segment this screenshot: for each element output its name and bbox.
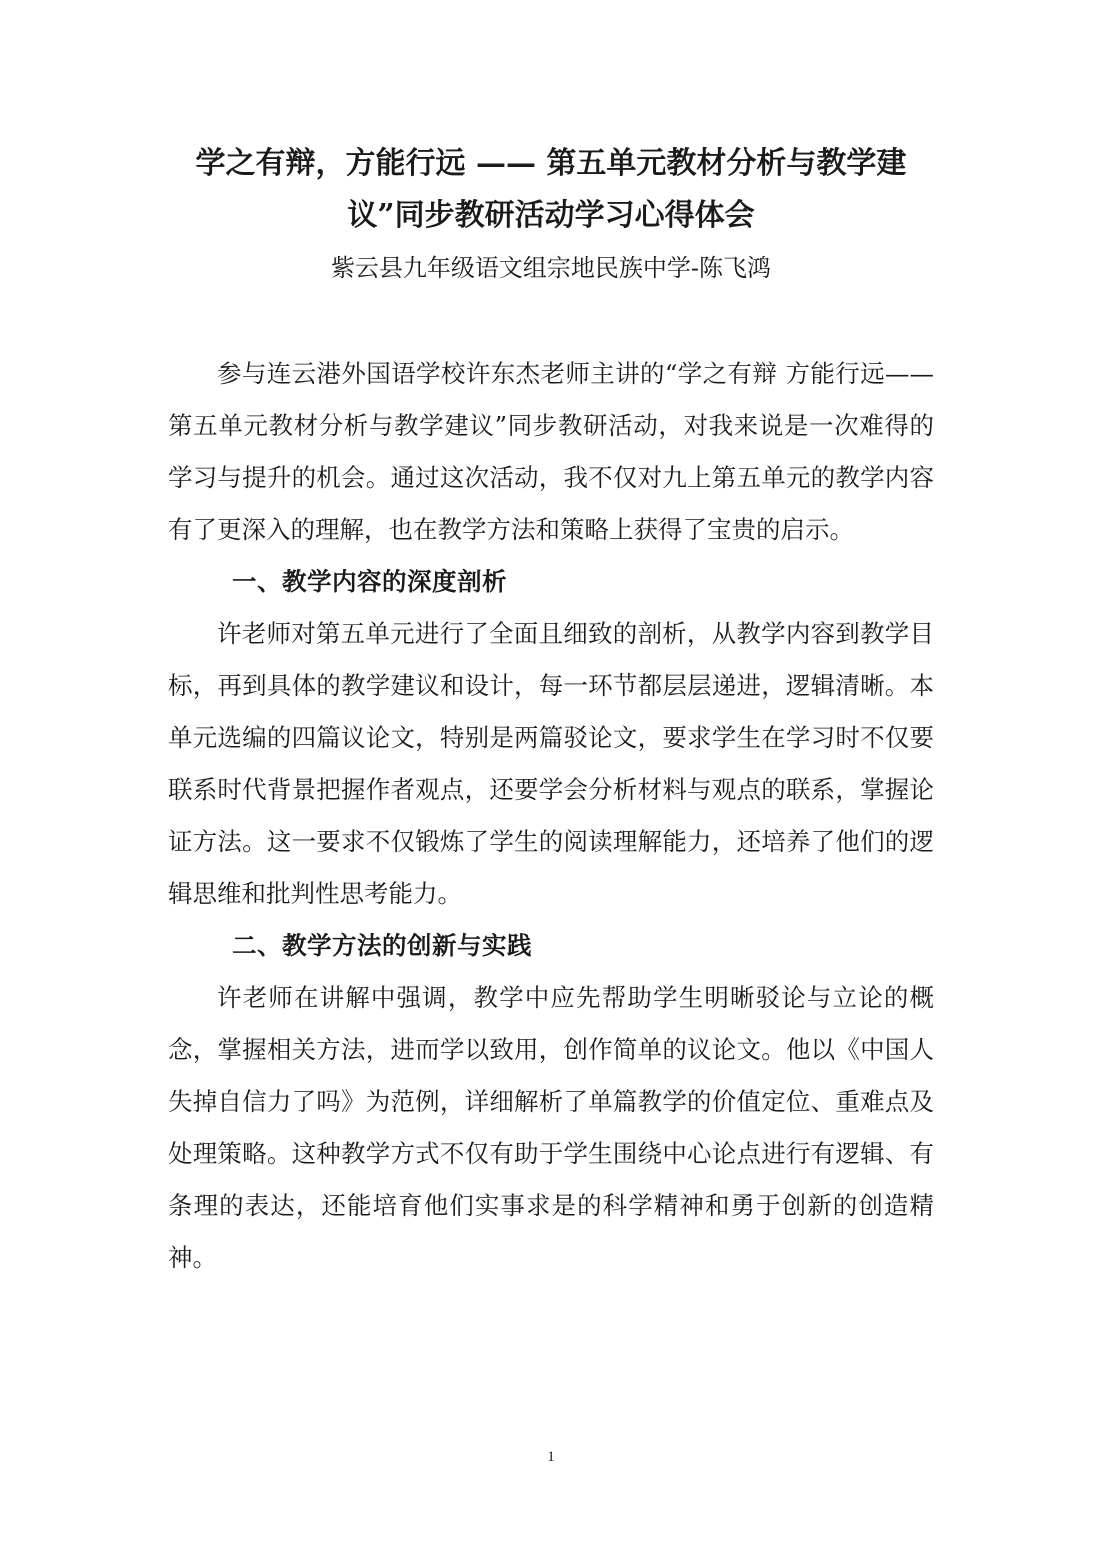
intro-paragraph: 参与连云港外国语学校许东杰老师主讲的“学之有辩 方能行远——第五单元教材分析与教学建议”同步教研活动，对我来说是一次难得的学习与提升的机会。通过这次活动，我不仅对九上第五单元的教学内容有了更深入的理解，也在教学方法和策略上获得了宝贵的启示。: [168, 359, 934, 544]
section-heading-2: 二、教学方法的创新与实践: [232, 931, 532, 960]
document-body: [168, 348, 934, 1284]
section-paragraph-1: 许老师对第五单元进行了全面且细致的剖析，从教学内容到教学目标，再到具体的教学建议和设计，每一环节都层层递进，逻辑清晰。本单元选编的四篇议论文，特别是两篇驳论文，要求学生在学习时不仅要联系时代背景把握作者观点，还要学会分析材料与观点的联系，掌握论证方法。这一要求不仅锻炼了学生的阅读理解能力，还培养了他们的逻辑思维和批判性思考能力。: [168, 619, 934, 908]
document-title: 学之有辩，方能行远 —— 第五单元教材分析与教学建议”同步教研活动学习心得体会: [195, 146, 907, 233]
page-number: 1: [547, 1449, 555, 1465]
section-heading-1: 一、教学内容的深度剖析: [232, 567, 507, 596]
author-line: 紫云县九年级语文组宗地民族中学-陈飞鸿: [330, 254, 772, 282]
section-paragraph-2: 许老师在讲解中强调，教学中应先帮助学生明晰驳论与立论的概念，掌握相关方法，进而学以致用，创作简单的议论文。他以《中国人失掉自信力了吗》为范例，详细解析了单篇教学的价值定位、重难点及处理策略。这种教学方式不仅有助于学生围绕中心论点进行有逻辑、有条理的表达，还能培育他们实事求是的科学精神和勇于创新的创造精神。: [168, 983, 934, 1272]
